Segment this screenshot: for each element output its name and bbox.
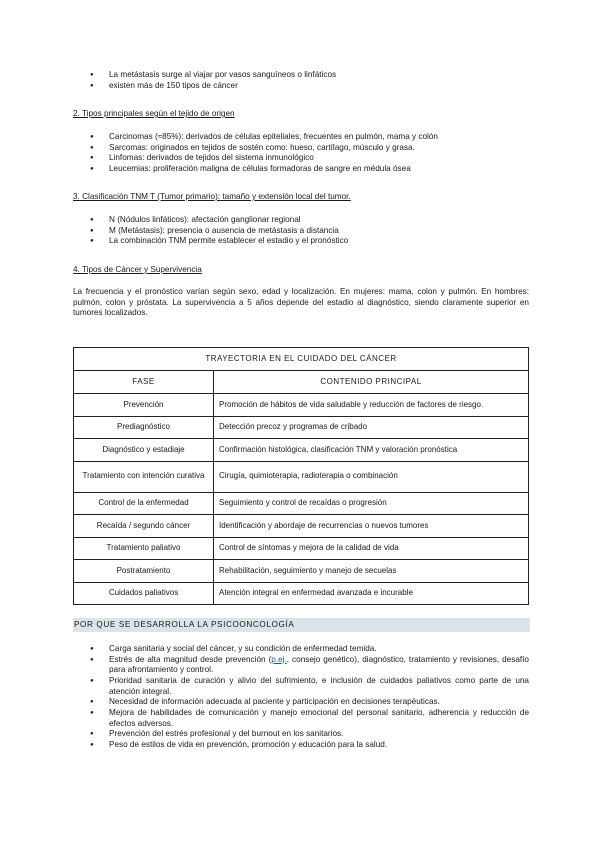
table-header-fase: FASE (74, 371, 214, 394)
table-row (74, 582, 529, 605)
list-item: ● Mejora de habilidades de comunicación y manejo emocional del personal sanitario, adherencia y reducción de efectos adversos. (73, 708, 529, 729)
list-item: ● La metástasis surge al viajar por vasos sanguíneos o linfáticos (73, 70, 529, 81)
list-item: ● N (Nódulos linfáticos): afectación ganglionar regional (73, 215, 529, 226)
section-3-heading (73, 192, 351, 203)
section-4-heading: 4. Tipos de Cáncer y Supervivencia (73, 265, 202, 274)
psicooncologia-heading: POR QUE SE DESARROLLA LA PSICOONCOLOGÍA (73, 618, 530, 632)
list-item: ● Sarcomas: originados en tejidos de sostén como: hueso, cartílago, músculo y grasa. (73, 143, 529, 154)
content-cell: Detección precoz y programas de cribado (214, 416, 529, 439)
phase-cell: Tratamiento con intención curativa (74, 461, 214, 492)
section-2-list (73, 132, 529, 175)
list-item: ● Carga sanitaria y social del cáncer, y su condición de enfermedad temida. (73, 644, 529, 655)
table-row (74, 416, 529, 439)
content-cell: Identificación y abordaje de recurrencias o nuevos tumores (214, 515, 529, 538)
care-trajectory-table (73, 347, 529, 605)
list-item: ● La combinación TNM permite establecer el estadio y el pronóstico (73, 236, 529, 247)
table-title: TRAYECTORIA EN EL CUIDADO DEL CÁNCER (74, 348, 529, 371)
list-item: ● M (Metástasis): presencia o ausencia de metástasis a distancia (73, 226, 529, 237)
content-cell: Rehabilitación, seguimiento y manejo de secuelas (214, 560, 529, 583)
table-row (74, 461, 529, 492)
table-row (74, 515, 529, 538)
list-item: ● Leucemias: proliferación maligna de células formadoras de sangre en médula ósea (73, 164, 529, 175)
phase-cell: Cuidados paliativos (74, 582, 214, 605)
table-row (74, 560, 529, 583)
list-item: ● Peso de estilos de vida en prevención, promoción y educación para la salud. (73, 740, 529, 751)
table-row (74, 537, 529, 560)
phase-cell: Prediagnóstico (74, 416, 214, 439)
list-item: ● Prioridad sanitaria de curación y alivio del sufrimiento, e inclusión de cuidados paliativos como parte de una atención integral. (73, 676, 529, 697)
table-row (74, 394, 529, 417)
list-item: ● Carcinomas (≈85%): derivados de células epiteliales, frecuentes en pulmón, mama y colón (73, 132, 529, 143)
phase-cell: Prevención (74, 394, 214, 417)
list-item (73, 655, 529, 676)
item-text: , consejo genético), diagnóstico, tratamiento y revisiones, desafío para afrontamiento y control. (109, 654, 529, 675)
list-item: ● Prevención del estrés profesional y del burnout en los sanitarios. (73, 729, 529, 740)
phase-cell: Recaída / segundo cáncer (74, 515, 214, 538)
content-cell: Cirugía, quimioterapia, radioterapia o combinación (214, 461, 529, 492)
content-cell: Seguimiento y control de recaídas o progresión (214, 492, 529, 515)
section-3-list (73, 215, 529, 247)
table-row (74, 439, 529, 462)
table-header-contenido: CONTENIDO PRINCIPAL (214, 371, 529, 394)
phase-cell: Postratamiento (74, 560, 214, 583)
content-cell: Control de síntomas y mejora de la calidad de vida (214, 537, 529, 560)
content-cell: Atención integral en enfermedad avanzada e incurable (214, 582, 529, 605)
section-2-heading: 2. Tipos principales según el tejido de origen (73, 109, 235, 118)
list-item: ● Linfomas: derivados de tejidos del sistema inmunológico (73, 153, 529, 164)
item-text: Estrés de alta magnitud desde prevención ( (109, 654, 272, 664)
psicooncologia-list (73, 644, 529, 751)
table-row (74, 492, 529, 515)
list-item: ● existen más de 150 tipos de cáncer (73, 81, 529, 92)
content-cell: Promoción de hábitos de vida saludable y reducción de factores de riesgo. (214, 394, 529, 417)
section-3-heading-rest: tamaño y extensión local del tumor. (220, 192, 351, 201)
list-item: ● Necesidad de información adecuada al paciente y participación en decisiones terapéuticas. (73, 697, 529, 708)
section-3-heading-title: 3. Clasificación TNM T (Tumor primario): (73, 192, 221, 201)
phase-cell: Diagnóstico y estadiaje (74, 439, 214, 462)
content-cell: Confirmación histológica, clasificación TNM y valoración pronóstica (214, 439, 529, 462)
intro-bullet-list (73, 70, 529, 91)
phase-cell: Control de la enfermedad (74, 492, 214, 515)
section-4-paragraph: La frecuencia y el pronóstico varían según sexo, edad y localización. En mujeres: mama, colon y pulmón. En hombres: pulmón, colon y próstata. La supervivencia a 5 años depende del estadio al diagnóstico, siendo claramente superior en tumores localizados. (73, 287, 529, 318)
p-ej-link[interactable]: p.ej. (271, 654, 287, 664)
phase-cell: Tratamiento paliativo (74, 537, 214, 560)
